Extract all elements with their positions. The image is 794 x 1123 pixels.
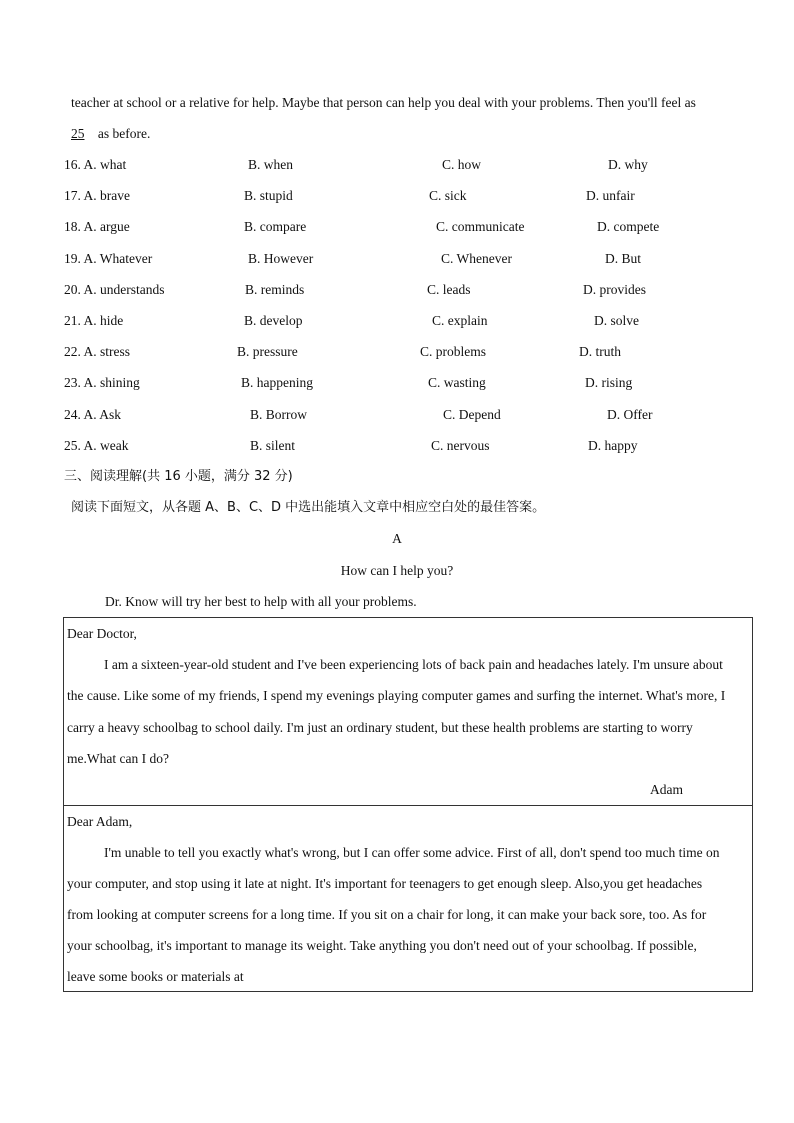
question-option-a: 20. A. understands (64, 282, 165, 297)
question-option-b: B. reminds (245, 282, 305, 297)
section-instruction: 阅读下面短文，从各题 A、B、C、D 中选出能填入文章中相应空白处的最佳答案。 (71, 500, 546, 515)
question-option-a: 25. A. weak (64, 438, 129, 453)
letter2-line-4: your schoolbag, it's important to manage its weight. Take anything you don't need out of your schoolbag. If possible, (67, 938, 697, 953)
question-option-d: D. compete (597, 219, 660, 234)
letter-divider (64, 805, 752, 806)
question-option-b: B. However (248, 251, 314, 266)
question-option-d: D. truth (579, 344, 621, 359)
question-option-d: D. unfair (586, 188, 635, 203)
question-option-a: 17. A. brave (64, 188, 130, 203)
letter2-line-2: your computer, and stop using it late at night. It's important for teenagers to get enough sleep. Also,you get headaches (67, 876, 703, 891)
passage-line-2-rest: as before. (97, 126, 151, 141)
passage-line-2 (71, 125, 150, 143)
question-option-b: B. pressure (237, 344, 298, 359)
letter2-greeting: Dear Adam, (67, 814, 133, 829)
question-option-c: C. Whenever (441, 251, 512, 266)
passage-title: How can I help you? (340, 563, 454, 578)
question-option-a: 24. A. Ask (64, 407, 122, 422)
letters-table (63, 617, 753, 992)
question-option-a: 23. A. shining (64, 375, 140, 390)
letter1-line-1: I am a sixteen-year-old student and I've been experiencing lots of back pain and headaches lately. I'm unsure about (104, 657, 723, 672)
question-option-a: 22. A. stress (64, 344, 131, 359)
question-option-c: C. Depend (443, 407, 501, 422)
question-option-b: B. happening (241, 375, 313, 390)
question-option-c: C. wasting (428, 375, 486, 390)
question-option-a: 18. A. argue (64, 219, 130, 234)
section-title: 三、阅读理解(共 16 小题，满分 32 分) (64, 469, 293, 484)
letter2-line-3: from looking at computer screens for a long time. If you sit on a chair for long, it can make your back sore, too. As for (67, 907, 707, 922)
question-option-d: D. happy (588, 438, 638, 453)
letter1-last-line: me.What can I do? (67, 751, 169, 766)
letter1-greeting: Dear Doctor, (67, 626, 137, 641)
letter1-line-3: carry a heavy schoolbag to school daily. I'm just an ordinary student, but these health problems are starting to worry (67, 720, 693, 735)
question-option-b: B. Borrow (250, 407, 307, 422)
question-option-a: 21. A. hide (64, 313, 124, 328)
question-option-d: D. Offer (607, 407, 653, 422)
letter2-line-1: I'm unable to tell you exactly what's wrong, but I can offer some advice. First of all, don't spend too much time on (104, 845, 720, 860)
question-option-d: D. solve (594, 313, 639, 328)
question-option-c: C. communicate (436, 219, 525, 234)
question-option-d: D. rising (585, 375, 633, 390)
question-option-b: B. when (248, 157, 293, 172)
question-option-a: 19. A. Whatever (64, 251, 153, 266)
question-option-c: C. how (442, 157, 482, 172)
part-label: A (392, 531, 402, 546)
question-option-b: B. compare (244, 219, 307, 234)
question-option-b: B. develop (244, 313, 303, 328)
question-option-c: C. nervous (431, 438, 490, 453)
question-option-b: B. stupid (244, 188, 293, 203)
question-option-d: D. But (605, 251, 642, 266)
question-option-b: B. silent (250, 438, 296, 453)
question-option-c: C. problems (420, 344, 486, 359)
passage-intro: Dr. Know will try her best to help with all your problems. (105, 594, 417, 609)
letter1-signature: Adam (650, 782, 683, 797)
question-option-c: C. leads (427, 282, 471, 297)
question-option-d: D. why (608, 157, 648, 172)
question-option-c: C. sick (429, 188, 467, 203)
passage-line-1: teacher at school or a relative for help. Maybe that person can help you deal with your problems. Then you'll feel as (71, 95, 696, 110)
letter1-line-2: the cause. Like some of my friends, I spend my evenings playing computer games and surfing the internet. What's more, I (67, 688, 726, 703)
question-option-a: 16. A. what (64, 157, 127, 172)
question-option-d: D. provides (583, 282, 646, 297)
question-option-c: C. explain (432, 313, 488, 328)
blank-25: 25 (71, 126, 85, 141)
letter2-last-line: leave some books or materials at (67, 969, 244, 984)
